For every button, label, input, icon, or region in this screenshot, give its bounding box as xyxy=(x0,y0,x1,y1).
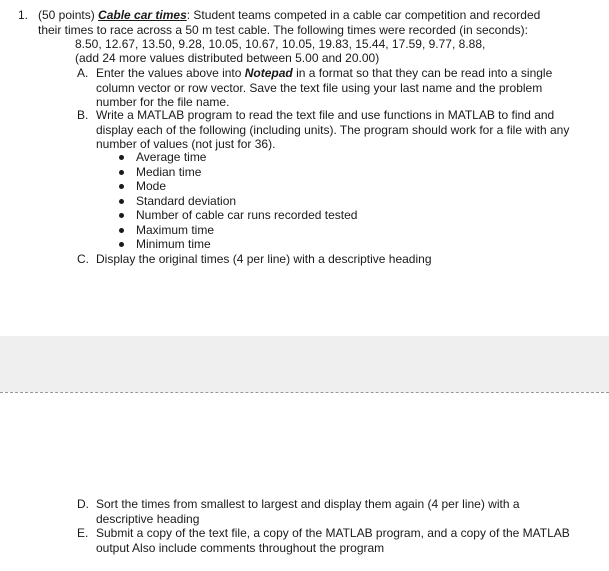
bullet-icon xyxy=(119,228,124,233)
bullet-text: Average time xyxy=(136,150,207,164)
part-c xyxy=(77,252,577,267)
question-intro-line-1 xyxy=(38,8,540,23)
bullet-item xyxy=(118,237,357,252)
part-a-text xyxy=(96,66,577,110)
part-b xyxy=(77,108,577,152)
part-d-text: Sort the times from smallest to largest and display them again (4 per line) with a descriptive heading xyxy=(96,497,520,526)
bullet-item xyxy=(118,208,357,223)
bullet-text: Standard deviation xyxy=(136,193,237,208)
bullet-item xyxy=(118,194,357,209)
statistics-bullet-list xyxy=(118,150,357,252)
part-a-text-before: Enter the values above into xyxy=(96,66,245,80)
part-e xyxy=(77,526,577,555)
part-a-letter: A. xyxy=(77,66,89,80)
part-e-letter: E. xyxy=(77,526,89,540)
question-intro-line-2: their times to race across a 50 m test cable. The following times were recorded (in seconds): xyxy=(38,23,528,37)
bullet-icon xyxy=(119,242,124,247)
part-d-letter: D. xyxy=(77,497,89,511)
recorded-values-line: 8.50, 12.67, 13.50, 9.28, 10.05, 10.67, 10.05, 19.83, 15.44, 17.59, 9.77, 8.88, xyxy=(75,37,486,51)
bullet-item xyxy=(118,150,357,165)
question-title: Cable car times xyxy=(98,8,187,22)
additional-values-note: (add 24 more values distributed between 5.00 and 20.00) xyxy=(75,51,380,65)
bullet-icon xyxy=(119,184,124,189)
part-a xyxy=(77,66,577,110)
part-b-letter: B. xyxy=(77,108,89,122)
question-points: (50 points) xyxy=(38,8,99,22)
part-e-text: Submit a copy of the text file, a copy of the MATLAB program, and a copy of the MATLAB output Also include comments throughout the program xyxy=(96,526,570,555)
part-c-letter: C. xyxy=(77,252,89,266)
bullet-text: Number of cable car runs recorded tested xyxy=(136,208,358,222)
bullet-item xyxy=(118,165,357,180)
part-d xyxy=(77,497,577,526)
part-b-text: Write a MATLAB program to read the text file and use functions in MATLAB to find and display each of the following (including units). The program should work for a file with any number of values (not just for 36). xyxy=(96,108,570,151)
question-number: 1. xyxy=(18,8,29,22)
page-break-gap xyxy=(0,336,609,392)
part-c-text: Display the original times (4 per line) with a descriptive heading xyxy=(96,252,432,266)
page-break-separator xyxy=(0,392,609,393)
bullet-text: Maximum time xyxy=(136,222,215,237)
bullet-text: Minimum time xyxy=(136,237,211,251)
bullet-item xyxy=(118,179,357,194)
part-a-notepad-emphasis: Notepad xyxy=(244,66,293,80)
question-title-colon: : xyxy=(186,8,191,22)
question-intro-text: Student teams competed in a cable car competition and recorded xyxy=(190,8,541,22)
bullet-icon xyxy=(119,213,124,218)
bullet-icon xyxy=(119,155,124,160)
bullet-item xyxy=(118,223,357,238)
bullet-text: Mode xyxy=(136,179,167,193)
bullet-text: Median time xyxy=(136,164,202,179)
bullet-icon xyxy=(119,199,124,204)
bullet-icon xyxy=(119,170,124,175)
part-a-text-after: in a format so that they can be read into a single column vector or row vector. Save the text file using your last name and the problem number for the file name. xyxy=(96,66,553,109)
